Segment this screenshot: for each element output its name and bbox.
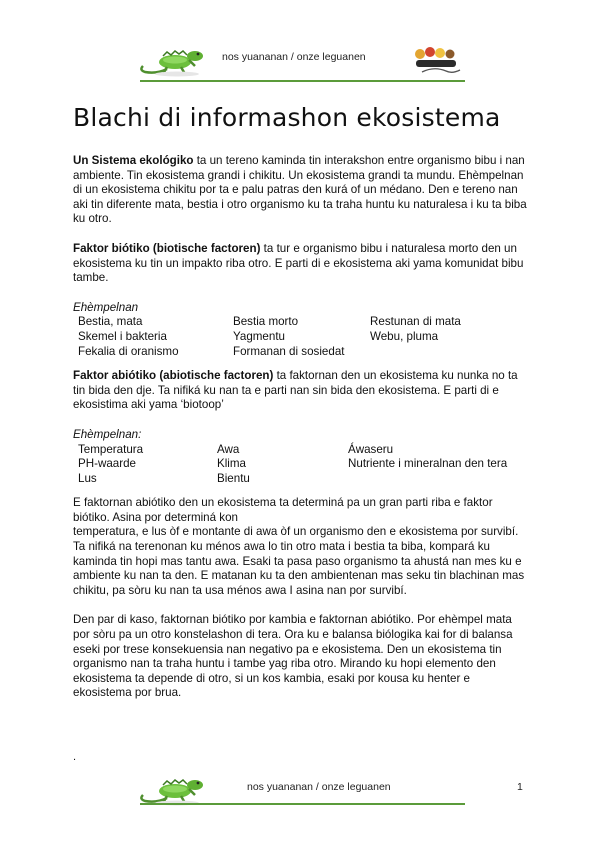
paragraph-ecosystem <box>73 154 528 227</box>
brand-logo <box>410 44 468 78</box>
example-item: Webu, pluma <box>370 329 439 343</box>
examples-label: Ehèmpelnan: <box>73 427 142 441</box>
paragraph-text: ta tur e organismo bibu i naturalesa morto den un ekosistema ku tin un impakto riba otro. E parti di e ekosistema aki yama komunidat bibu tambe. <box>73 241 524 285</box>
iguana-icon <box>137 36 217 78</box>
header-title: nos yuananan / onze leguanen <box>222 51 366 63</box>
paragraph-text: ta faktornan den un ekosistema ku nunka no ta tin bida den dje. Ta nifiká ku nan ta e parti nan sin bida den ekosistema. E parti di e ekosistima aki yama ‘biotoop’ <box>73 369 518 412</box>
paragraph-determination: E faktornan abiótiko den un ekosistema ta determiná pa un gran parti riba e faktor biótiko. Asina por determiná kon <box>73 496 493 524</box>
page-title: Blachi di informashon ekosistema <box>73 103 501 132</box>
examples-label: Ehèmpelnan <box>73 300 139 314</box>
biotic-examples-table <box>78 315 528 359</box>
example-item: Awa <box>217 442 240 456</box>
example-item: Fekalia di oranismo <box>78 344 179 358</box>
abiotic-examples-table <box>78 443 528 487</box>
term-ecosystem: Un Sistema ekológiko <box>73 154 194 167</box>
footer-title: nos yuananan / onze leguanen <box>247 781 391 793</box>
example-item: Bientu <box>217 471 250 485</box>
example-item: PH-waarde <box>78 457 136 471</box>
example-item: Bestia, mata <box>78 315 143 329</box>
example-item: Bestia morto <box>233 315 299 329</box>
example-item: Restunan di mata <box>370 315 461 329</box>
example-item <box>370 345 520 360</box>
paragraph-survival: temperatura, e lus òf e montante di awa òf un organismo den e ekosistema por survibí. Ta nifiká na terenonan ku ménos awa lo tin otro mata i bestia ta biba, kompará ku kaminda tin hopi mas tantu awa. Esaki ta pasa paso organismo ta ahustá nan mes ku e ambiente ku nan ta den. E matanan ku ta den ambientenan mas seku tin blachinan mas chikitu, pa sòru ku nan ta usa ménos awa I asina nan por survibí. <box>73 525 525 597</box>
term-abiotic: Faktor abiótiko (abiotische factoren) <box>73 369 274 383</box>
iguana-icon <box>137 765 217 807</box>
header-rule <box>140 80 465 82</box>
paragraph-abiotic <box>73 369 528 413</box>
document-body <box>73 154 528 701</box>
example-item: Nutriente i mineralnan den tera <box>348 457 508 471</box>
paragraph-balance: Den par di kaso, faktornan biótiko por kambia e faktornan abiótiko. Por ehèmpel mata por sòru pa un otro konstelashon di tera. Ora ku e balansa biólogika kai for di balansa eseki por trese konsekuensia nan negativo pa e ekosistema. Den un ekosistema tin organismo nan ta traha huntu i tambe yag riba otro. Mirando ku hopi elemento den ekosistema ta depende di otro, si un kos kambia, esaki por kousa ku henter e ekosistema por brua. <box>73 613 513 700</box>
paragraph-biotic <box>73 242 528 286</box>
stray-dot: . <box>73 751 77 763</box>
example-item: Klima <box>217 457 246 471</box>
example-item: Skemel i bakteria <box>78 329 167 343</box>
example-item: Temperatura <box>78 442 144 456</box>
example-item: Yagmentu <box>233 329 285 343</box>
paragraph-text: ta un tereno kaminda tin interakshon entre organismo bibu i nan ambiente. Tin ekosistema grandi i chikitu. Un ekosistema grandi ta mundu. Ehèmpelnan di un ekosistema chikitu por ta e palu patras den kurá of un médano. Den e tereno nan aki tin diferente mata, bestia i otro organismo ku ta traha huntu ku naturalesa i ku ta biba ku otro. <box>73 154 527 226</box>
example-item: Formanan di sosiedat <box>233 344 345 358</box>
page-number: 1 <box>517 781 523 793</box>
example-item <box>348 472 528 487</box>
example-item: Lus <box>78 471 97 485</box>
term-biotic: Faktor biótiko (biotische factoren) <box>73 241 261 255</box>
page-header <box>0 0 595 90</box>
footer-rule <box>140 803 465 805</box>
example-item: Áwaseru <box>348 442 394 456</box>
